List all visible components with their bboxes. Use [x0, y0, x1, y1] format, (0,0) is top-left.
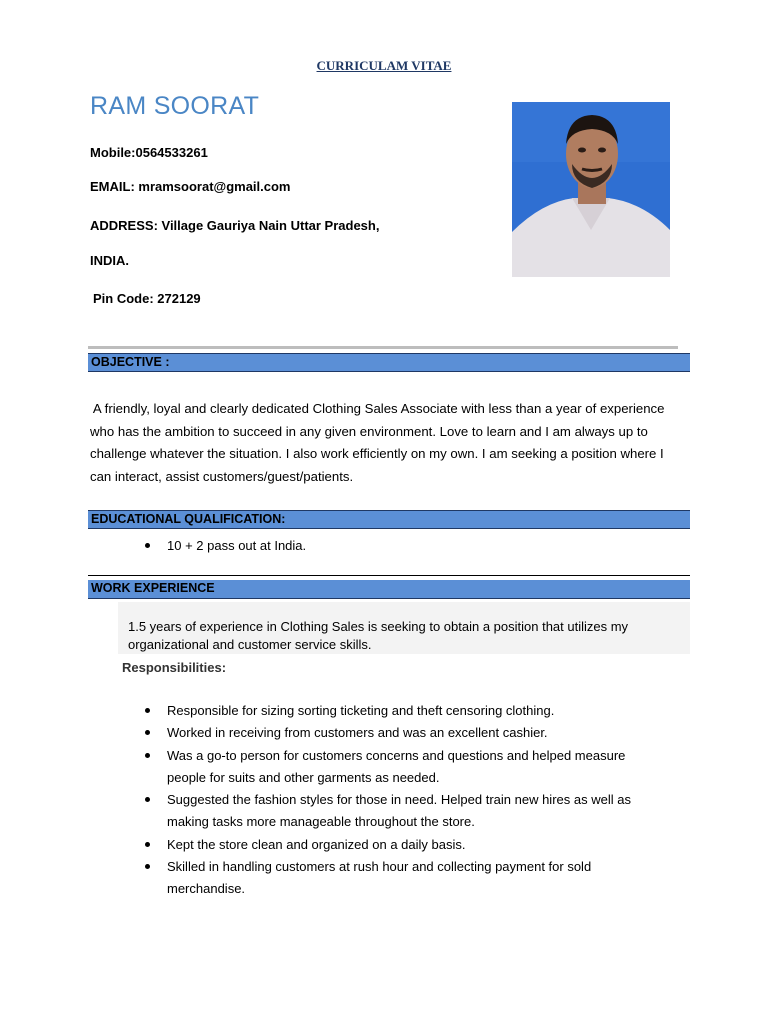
list-item	[145, 700, 705, 722]
responsibility-text: Responsible for sizing sorting ticketing and theft censoring clothing.	[167, 703, 555, 718]
list-item	[145, 856, 705, 901]
work-experience-heading: WORK EXPERIENCE	[88, 580, 690, 599]
bullet-icon	[145, 864, 150, 869]
responsibility-text: Worked in receiving from customers and was an excellent cashier.	[167, 725, 548, 741]
bullet-icon	[145, 730, 150, 735]
bullet-icon	[145, 753, 150, 758]
list-item	[145, 745, 705, 790]
document-title: CURRICULAM VITAE	[316, 58, 452, 73]
responsibility-text: merchandise.	[167, 881, 246, 897]
bullet-icon	[145, 797, 150, 802]
pin-code: Pin Code: 272129	[93, 291, 201, 306]
objective-heading: OBJECTIVE :	[88, 353, 690, 372]
experience-summary	[128, 618, 668, 653]
responsibilities-label: Responsibilities:	[122, 660, 227, 675]
responsibility-text: Kept the store clean and organized on a daily basis.	[167, 836, 466, 852]
responsibility-text: making tasks more manageable throughout the store.	[167, 814, 475, 830]
list-item	[145, 789, 705, 834]
education-heading: EDUCATIONAL QUALIFICATION:	[88, 510, 690, 529]
responsibilities-list	[145, 700, 705, 901]
objective-text	[90, 398, 700, 488]
education-list	[145, 535, 685, 557]
email-address: EMAIL: mramsoorat@gmail.com	[90, 179, 291, 194]
divider	[88, 346, 678, 349]
objective-line: who has the ambition to succeed in any given environment. Love to learn and I am always up to	[90, 423, 648, 439]
bullet-icon	[145, 543, 150, 548]
country: INDIA.	[90, 253, 129, 268]
summary-line: 1.5 years of experience in Clothing Sales is seeking to obtain a position that utilizes my	[128, 619, 629, 634]
objective-line: can interact, assist customers/guest/patients.	[90, 468, 354, 484]
list-item	[145, 722, 705, 744]
responsibility-text: Suggested the fashion styles for those in need. Helped train new hires as well as	[167, 792, 631, 808]
divider	[88, 575, 690, 576]
responsibility-text: people for suits and other garments as needed.	[167, 769, 440, 785]
list-item	[145, 834, 705, 856]
candidate-name: RAM SOORAT	[90, 92, 260, 120]
profile-photo	[512, 102, 670, 277]
list-item	[145, 535, 685, 557]
responsibility-text: Was a go-to person for customers concerns and questions and helped measure	[167, 747, 626, 763]
education-item-text: 10 + 2 pass out at India.	[167, 538, 307, 553]
responsibility-text: Skilled in handling customers at rush hour and collecting payment for sold	[167, 859, 592, 875]
mobile-number: Mobile:0564533261	[90, 145, 208, 160]
postal-address: ADDRESS: Village Gauriya Nain Uttar Pradesh,	[90, 218, 380, 233]
summary-line: organizational and customer service skills.	[128, 636, 372, 652]
bullet-icon	[145, 708, 150, 713]
portrait-image	[512, 102, 670, 277]
objective-line: challenge whatever the situation. I also work efficiently on my own. I am seeking a position where I	[90, 446, 664, 461]
objective-line: A friendly, loyal and clearly dedicated Clothing Sales Associate with less than a year of experience	[90, 401, 665, 416]
bullet-icon	[145, 842, 150, 847]
